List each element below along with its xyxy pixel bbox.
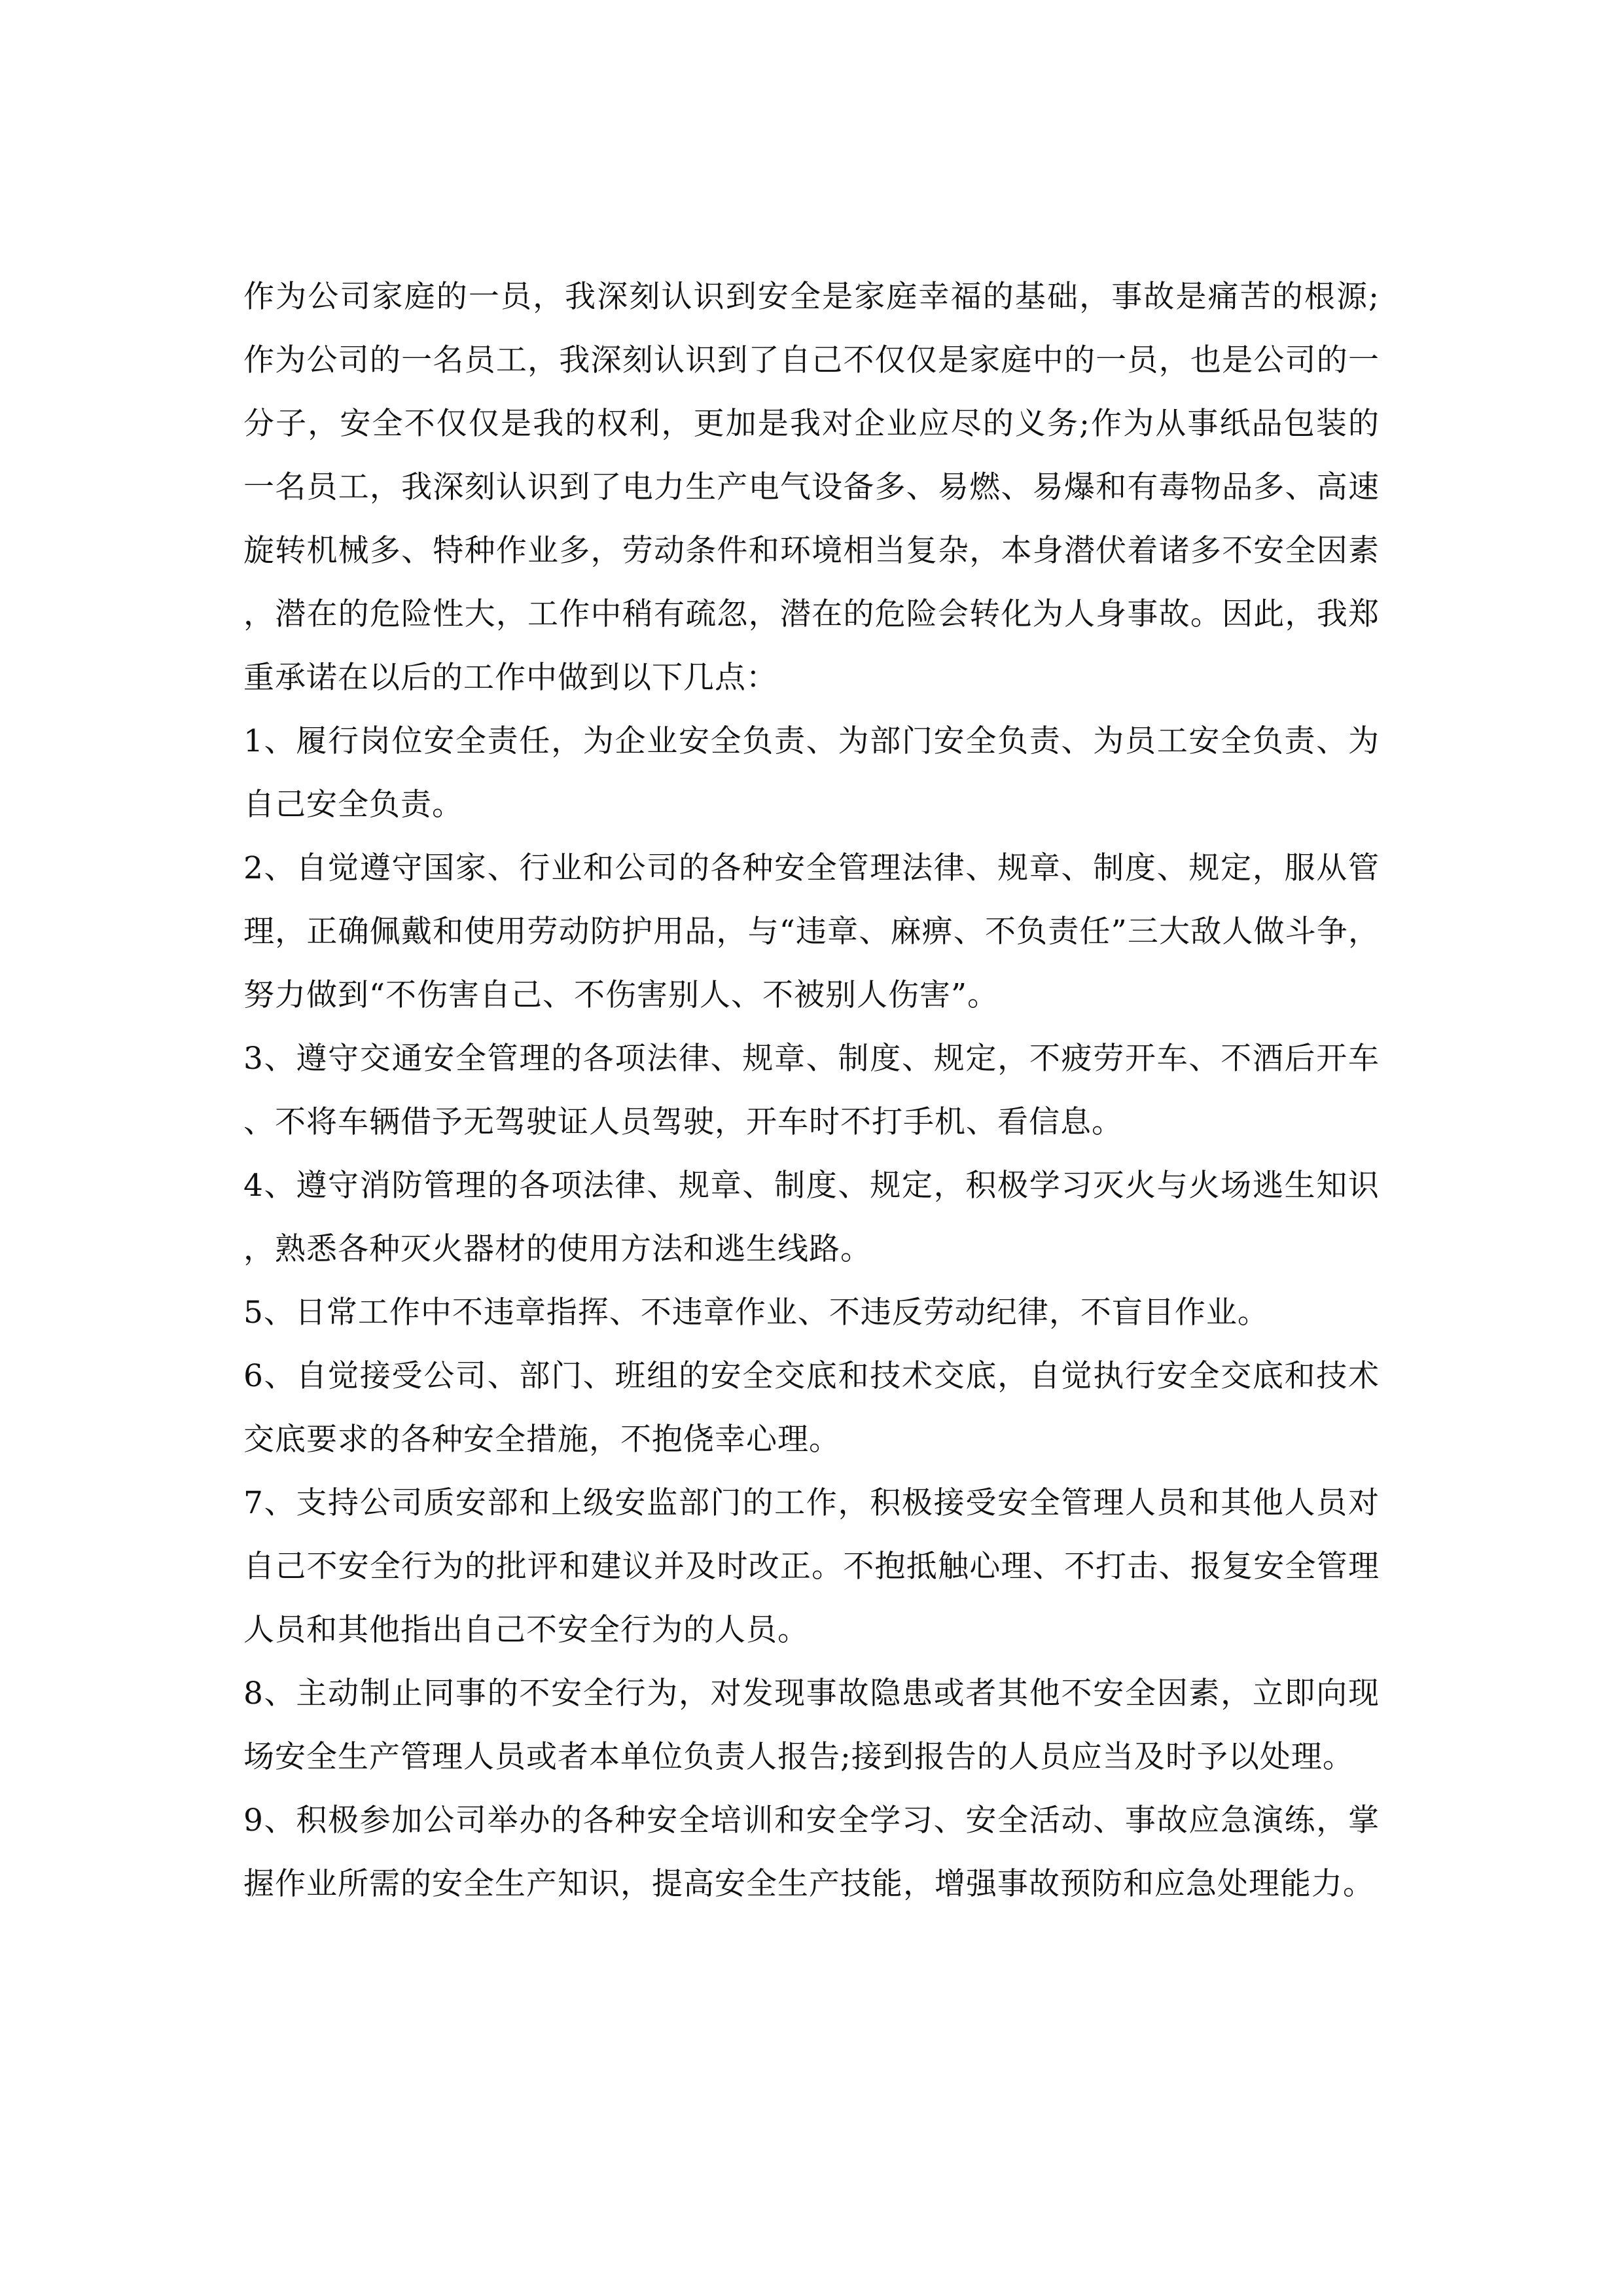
pledge-item-2: 2、自觉遵守国家、行业和公司的各种安全管理法律、规章、制度、规定，服从管理，正确佩戴和使用劳动防护用品，与“违章、麻痹、不负责任”三大敌人做斗争，努力做到“不伤害自己、不伤害别人、不被别人伤害”。 <box>243 850 1380 1013</box>
pledge-item-7: 7、支持公司质安部和上级安监部门的工作，积极接受安全管理人员和其他人员对自己不安全行为的批评和建议并及时改正。不抱抵触心理、不打击、报复安全管理人员和其他指出自己不安全行为的人员。 <box>243 1485 1380 1648</box>
pledge-item-8: 8、主动制止同事的不安全行为，对发现事故隐患或者其他不安全因素，立即向现场安全生产管理人员或者本单位负责人报告;接到报告的人员应当及时予以处理。 <box>243 1676 1380 1775</box>
document-body <box>243 265 1380 1916</box>
intro-paragraph: 作为公司家庭的一员，我深刻认识到安全是家庭幸福的基础，事故是痛苦的根源;作为公司的一名员工，我深刻认识到了自己不仅仅是家庭中的一员，也是公司的一分子，安全不仅仅是我的权利，更加是我对企业应尽的义务;作为从事纸品包装的一名员工，我深刻认识到了电力生产电气设备多、易燃、易爆和有毒物品多、高速旋转机械多、特种作业多，劳动条件和环境相当复杂，本身潜伏着诸多不安全因素，潜在的危险性大，工作中稍有疏忽，潜在的危险会转化为人身事故。因此，我郑重承诺在以后的工作中做到以下几点： <box>243 279 1380 696</box>
pledge-item-9: 9、积极参加公司举办的各种安全培训和安全学习、安全活动、事故应急演练，掌握作业所需的安全生产知识，提高安全生产技能，增强事故预防和应急处理能力。 <box>243 1803 1380 1902</box>
pledge-item-3: 3、遵守交通安全管理的各项法律、规章、制度、规定，不疲劳开车、不酒后开车、不将车辆借予无驾驶证人员驾驶，开车时不打手机、看信息。 <box>243 1041 1380 1140</box>
pledge-item-1: 1、履行岗位安全责任，为企业安全负责、为部门安全负责、为员工安全负责、为自己安全负责。 <box>243 723 1380 823</box>
pledge-item-6: 6、自觉接受公司、部门、班组的安全交底和技术交底，自觉执行安全交底和技术交底要求的各种安全措施，不抱侥幸心理。 <box>243 1358 1380 1458</box>
pledge-item-5: 5、日常工作中不违章指挥、不违章作业、不违反劳动纪律，不盲目作业。 <box>243 1295 1269 1331</box>
pledge-item-4: 4、遵守消防管理的各项法律、规章、制度、规定，积极学习灭火与火场逃生知识，熟悉各种灭火器材的使用方法和逃生线路。 <box>243 1168 1380 1267</box>
